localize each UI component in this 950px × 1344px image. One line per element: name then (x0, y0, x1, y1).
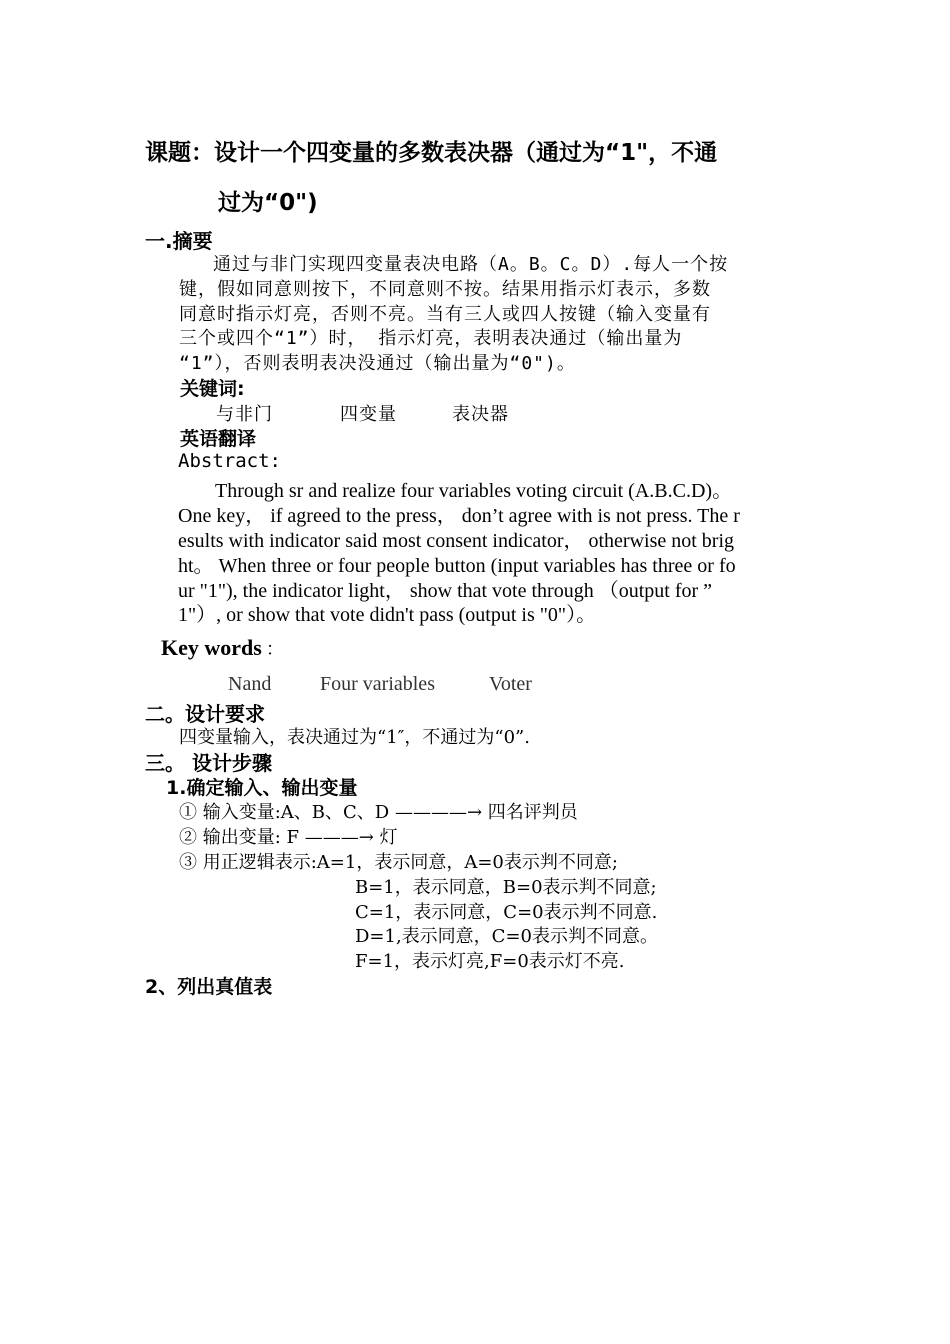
logic-line: D=1,表示同意，C=0表示判不同意。 (355, 926, 658, 947)
abstract-en-line: ht。 When three or four people button (input variables has three or fo (178, 555, 736, 577)
variable-item: ② 输出变量: F ———→ 灯 (179, 827, 398, 848)
abstract-en-line: esults with indicator said most consent indicator， otherwise not brig (178, 530, 735, 552)
keyword-zh: 表决器 (452, 404, 509, 425)
keywords-en-label: Key words (161, 635, 262, 660)
abstract-zh-line: 通过与非门实现四变量表决电路（A。B。C。D）.每人一个按 (213, 254, 729, 275)
abstract-zh-line: 三个或四个“1”）时， 指示灯亮，表明表决通过（输出量为 (179, 328, 683, 349)
section-3-heading: 三。 设计步骤 (145, 751, 272, 775)
keyword-en: Four variables (320, 673, 435, 695)
abstract-en-line: Through sr and realize four variables voting circuit (A.B.C.D)。 (215, 480, 733, 502)
logic-line: C=1，表示同意，C=0表示判不同意. (355, 902, 658, 923)
english-translation-label: 英语翻译 (180, 428, 257, 450)
abstract-zh-line: “1”），否则表明表决没通过（输出量为“0")。 (179, 353, 576, 374)
abstract-zh-line: 同意时指示灯亮，否则不亮。当有三人或四人按键（输入变量有 (179, 304, 711, 325)
abstract-en-line: One key， if agreed to the press， don’t agree with is not press. The r (178, 505, 740, 527)
step-1-heading: 1.确定输入、输出变量 (166, 777, 358, 799)
section-2-text: 四变量输入，表决通过为“1″，不通过为“0”. (179, 727, 530, 748)
variable-item: ① 输入变量:A、B、C、D ————→ 四名评判员 (179, 802, 578, 823)
keyword-en: Voter (489, 673, 532, 695)
logic-line: B=1，表示同意，B=0表示判不同意; (355, 877, 657, 898)
section-2-heading: 二。设计要求 (145, 702, 265, 726)
keyword-zh: 与非门 (216, 404, 273, 425)
keyword-en: Nand (228, 673, 272, 695)
keyword-zh: 四变量 (340, 404, 397, 425)
section-1-heading: 一.摘要 (145, 229, 213, 253)
abstract-en-line: 1"）, or show that vote didn't pass (output is "0"）。 (178, 604, 597, 626)
keywords-label: 关键词: (180, 378, 245, 400)
title-line-1: 课题：设计一个四变量的多数表决器（通过为“1"，不通 (145, 140, 718, 166)
title-line-2: 过为“0") (218, 190, 318, 216)
logic-line: F=1，表示灯亮,F=0表示灯不亮. (355, 951, 625, 972)
variable-item: ③ 用正逻辑表示:A=1，表示同意，A=0表示判不同意; (179, 852, 618, 873)
step-2-heading: 2、列出真值表 (145, 976, 273, 998)
keywords-en-colon: ： (265, 639, 284, 659)
abstract-zh-line: 键，假如同意则按下，不同意则不按。结果用指示灯表示，多数 (179, 279, 711, 300)
abstract-en-line: ur "1"), the indicator light， show that vote through （output for ” (178, 580, 713, 602)
abstract-label: Abstract: (178, 450, 281, 472)
keywords-en-row (161, 635, 284, 661)
